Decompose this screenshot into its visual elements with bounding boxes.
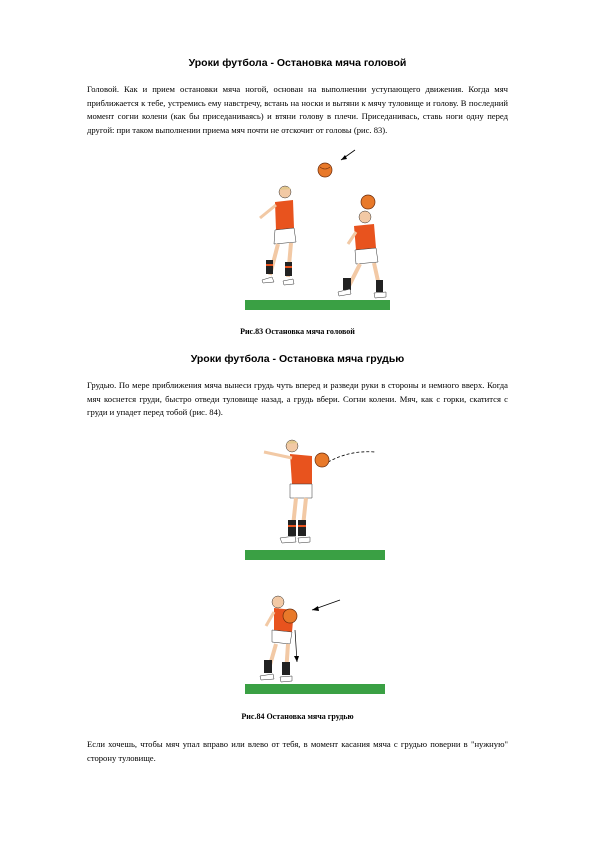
player-chest-stop-figure bbox=[260, 596, 297, 682]
paragraph-heading-stop: Головой. Как и прием остановки мяча ногой, основан на выполнении уступающего движения. Когда мяч приближается к тебе, устремись ему навстречу, встань на носки и вытяни к мячу туловище и голову. В последний момент согни колени (как бы приседаниваясь) и втяни голову в плечи. Приседанивась, ставь ноги одну перед другой: при таком выполнении приема мяч почти не отскочит от головы (рис. 83). bbox=[87, 84, 508, 135]
figure-84-bottom bbox=[240, 590, 390, 705]
player-2-figure bbox=[338, 195, 386, 298]
section-title-chest: Уроки футбола - Остановка мяча грудью bbox=[190, 353, 405, 365]
ball-icon bbox=[318, 163, 332, 177]
grass-strip bbox=[245, 550, 385, 560]
figure-83 bbox=[230, 140, 400, 320]
ball-icon bbox=[283, 609, 297, 623]
player-1-figure bbox=[260, 186, 296, 285]
paragraph-chest-stop: Грудью. По мере приближения мяча вынеси грудь чуть вперед и разведи руки в стороны и немного вверх. Когда мяч коснется груди, быстро отведи туловище назад, а грудь вбери. Согни колени. Мяч, как с горки, скатится с груди и упадет перед тобой (рис. 84). bbox=[87, 380, 508, 418]
figure-83-illustration bbox=[230, 140, 400, 315]
figure-84-bottom-illustration bbox=[240, 590, 390, 700]
motion-arrow-icon bbox=[328, 452, 375, 462]
paragraph-closing: Если хочешь, чтобы мяч упал вправо или влево от тебя, в момент касания мяча с грудью поверни в "нужную" сторону туловище. bbox=[87, 739, 508, 763]
figure-caption-84: Рис.84 Остановка мяча грудью bbox=[241, 712, 354, 721]
player-chest-figure bbox=[264, 440, 312, 543]
grass-strip bbox=[245, 684, 385, 694]
ball-icon bbox=[315, 453, 329, 467]
figure-caption-83: Рис.83 Остановка мяча головой bbox=[240, 327, 355, 336]
figure-84-top-illustration bbox=[240, 432, 390, 567]
section-title-heading: Уроки футбола - Остановка мяча головой bbox=[188, 57, 407, 69]
ball-on-head-icon bbox=[361, 195, 375, 209]
figure-84-top bbox=[240, 432, 390, 572]
grass-strip bbox=[245, 300, 390, 310]
